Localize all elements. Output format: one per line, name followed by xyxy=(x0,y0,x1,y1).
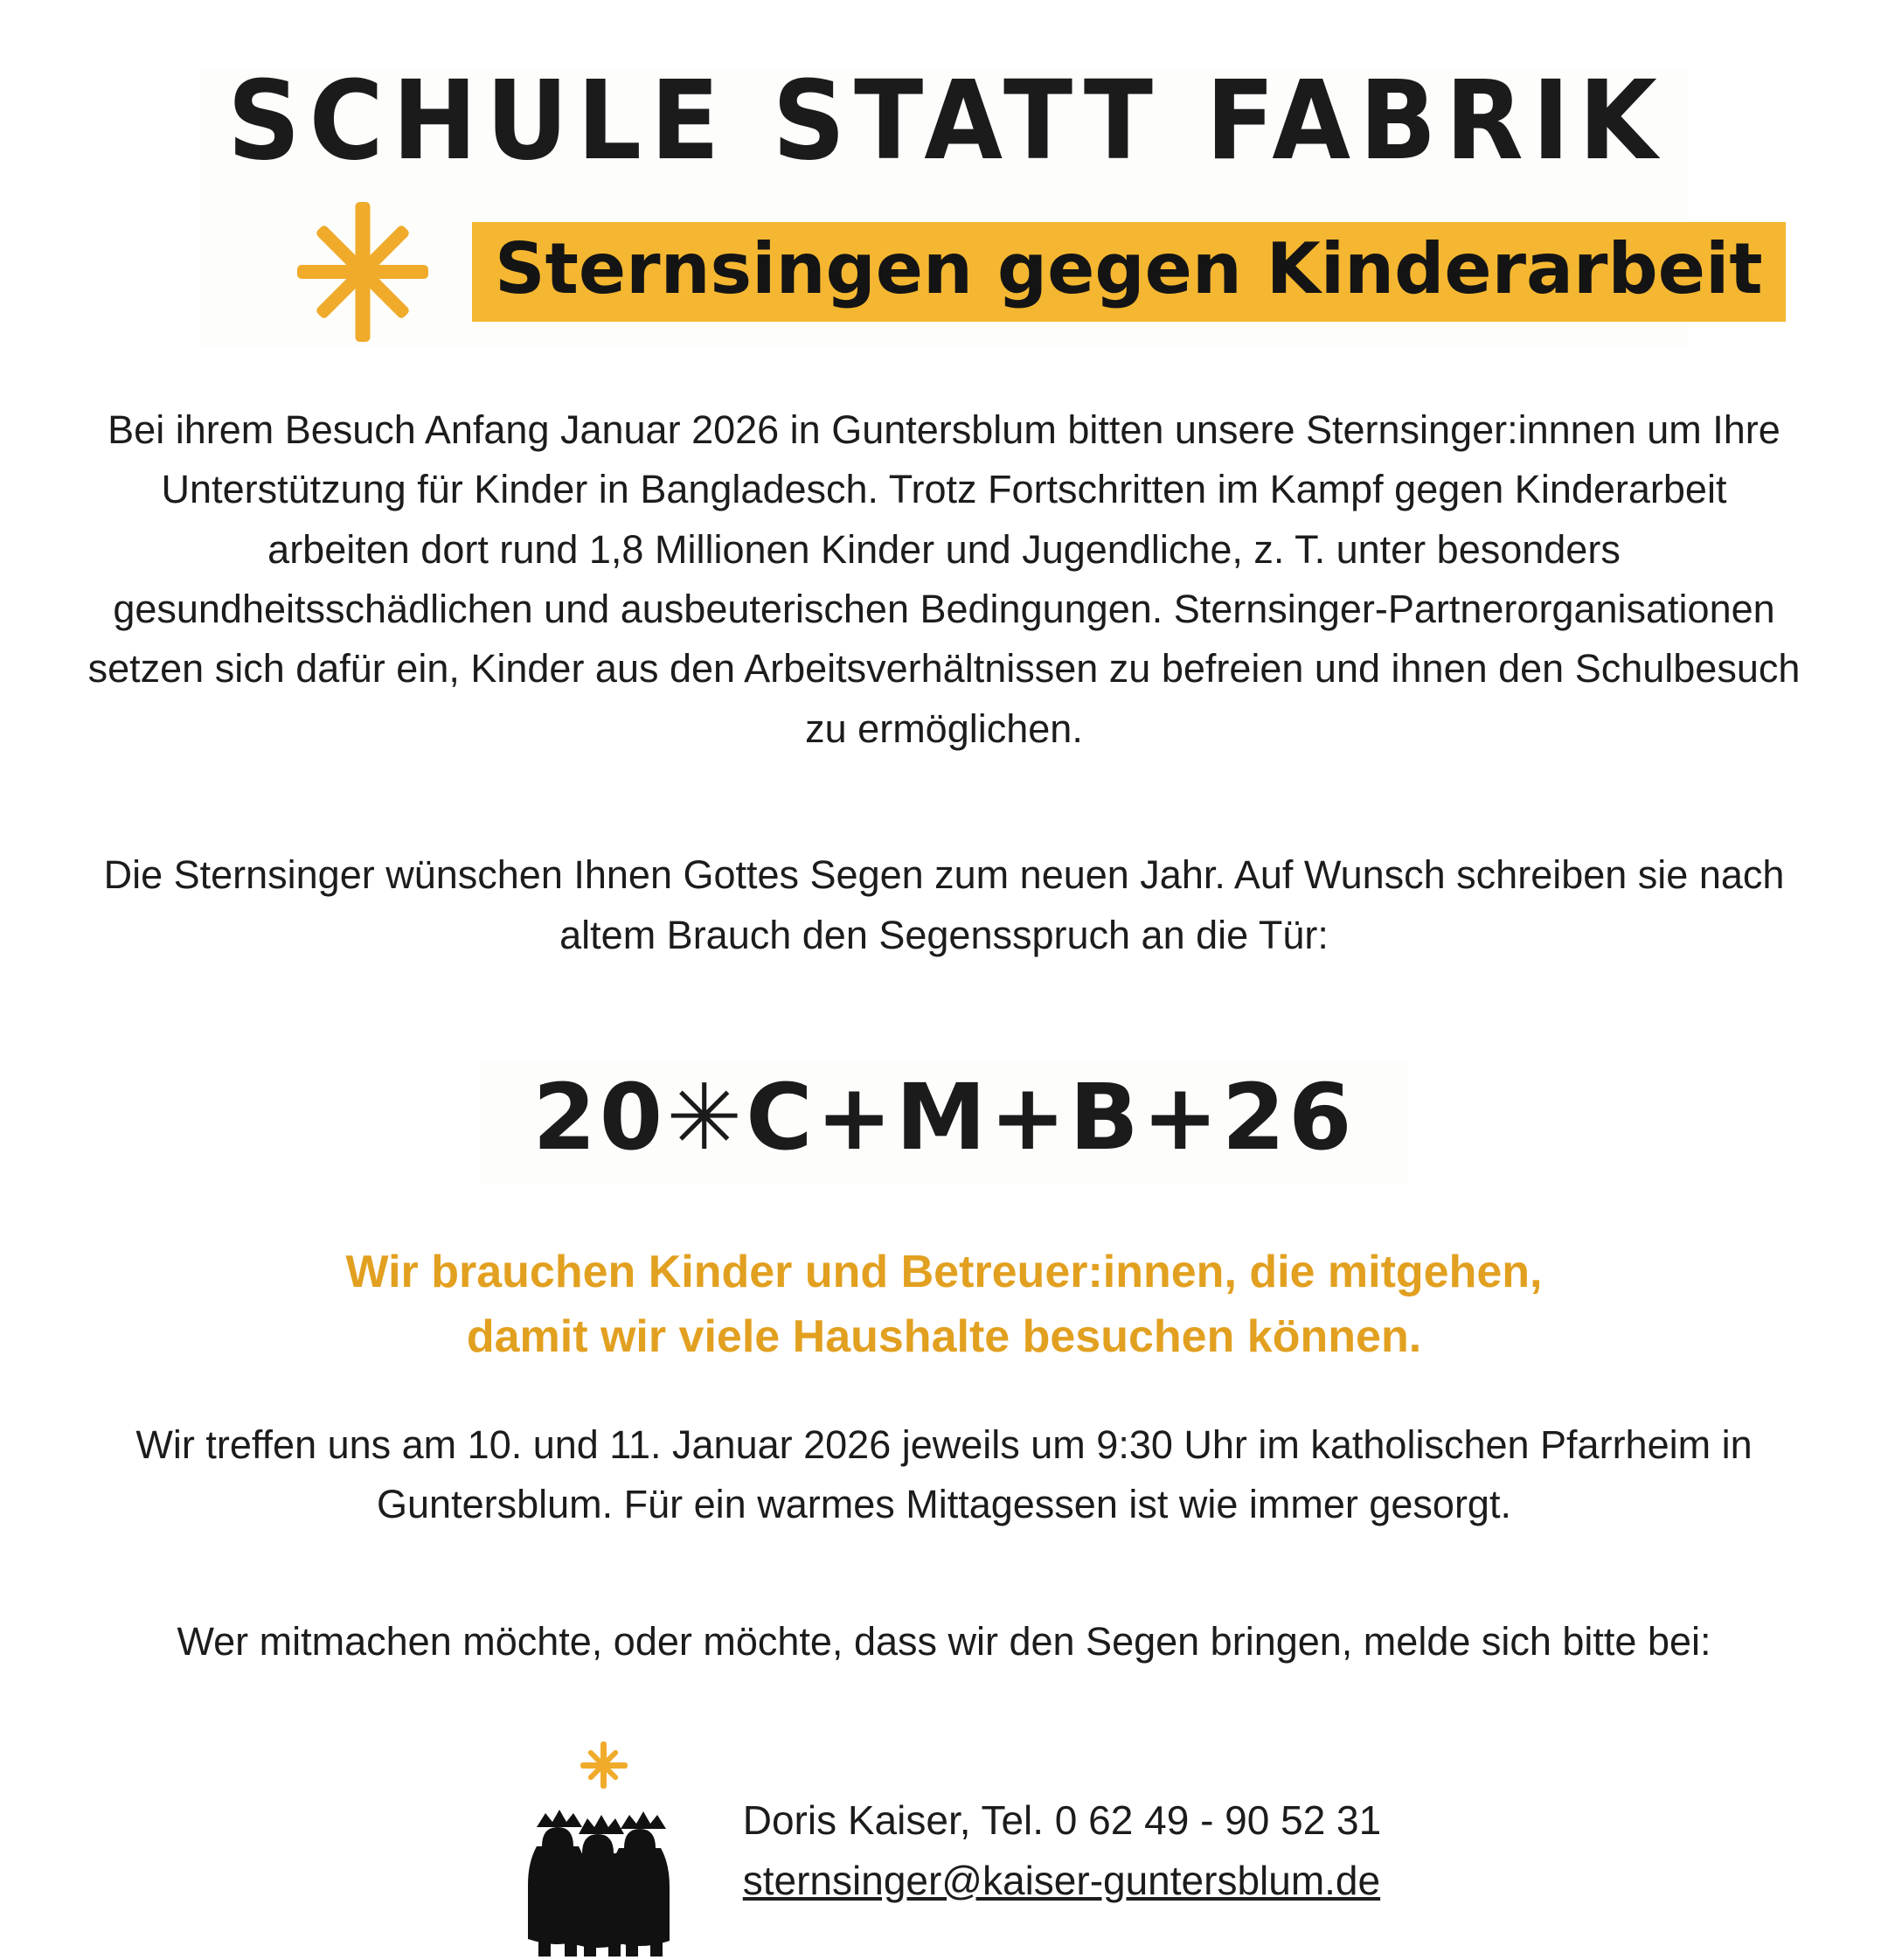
contact-details xyxy=(743,1741,1381,1911)
logo-block xyxy=(201,57,1763,346)
star-icon xyxy=(280,198,446,346)
highlight-callout xyxy=(201,1241,1687,1370)
highlight-line-2: damit wir viele Haushalte besuchen können. xyxy=(466,1310,1422,1362)
three-kings-icon xyxy=(507,1741,708,1960)
logo-title: SCHULE STATT FABRIK xyxy=(227,57,1666,185)
logo-subtitle-band xyxy=(472,222,1786,322)
paragraph-blessing-intro: Die Sternsinger wünschen Ihnen Gottes Segen zum neuen Jahr. Auf Wunsch schreiben sie nach altem Brauch den Segensspruch an die Tür: xyxy=(103,852,1785,957)
blessing-text: 20✳C+M+B+26 xyxy=(480,1059,1407,1183)
logo-subtitle-row xyxy=(201,198,1763,346)
paragraph-intro: Bei ihrem Besuch Anfang Januar 2026 in Guntersblum bitten unsere Sternsinger:innnen um Ihre Unterstützung für Kinder in Bangladesch. Trotz Fortschritten im Kampf gegen Kinderarbeit arbeiten dort rund 1,8 Millionen Kinder und Jugendliche, z. T. unter besonders gesundheitsschädlichen und ausbeuterischen Bedingungen. Sternsinger-Partnerorganisationen setzen sich dafür ein, Kinder aus den Arbeitsverhältnissen zu befreien und ihnen den Schulbesuch zu ermöglichen. xyxy=(87,407,1801,751)
paragraph-signup: Wer mitmachen möchte, oder möchte, dass wir den Segen bringen, melde sich bitte bei: xyxy=(177,1619,1711,1665)
logo-subtitle: Sternsingen gegen Kinderarbeit xyxy=(495,227,1763,309)
highlight-line-1: Wir brauchen Kinder und Betreuer:innen, die mitgehen, xyxy=(345,1246,1543,1297)
contact-email-link[interactable]: sternsinger@kaiser-guntersblum.de xyxy=(742,1857,1381,1903)
paragraph-meeting: Wir treffen uns am 10. und 11. Januar 2026 jeweils um 9:30 Uhr im katholischen Pfarrheim in Guntersblum. Für ein warmes Mittagessen ist wie immer gesorgt. xyxy=(135,1421,1753,1526)
contact-block xyxy=(201,1741,1687,1960)
contact-name-phone: Doris Kaiser, Tel. 0 62 49 - 90 52 31 xyxy=(742,1797,1382,1843)
